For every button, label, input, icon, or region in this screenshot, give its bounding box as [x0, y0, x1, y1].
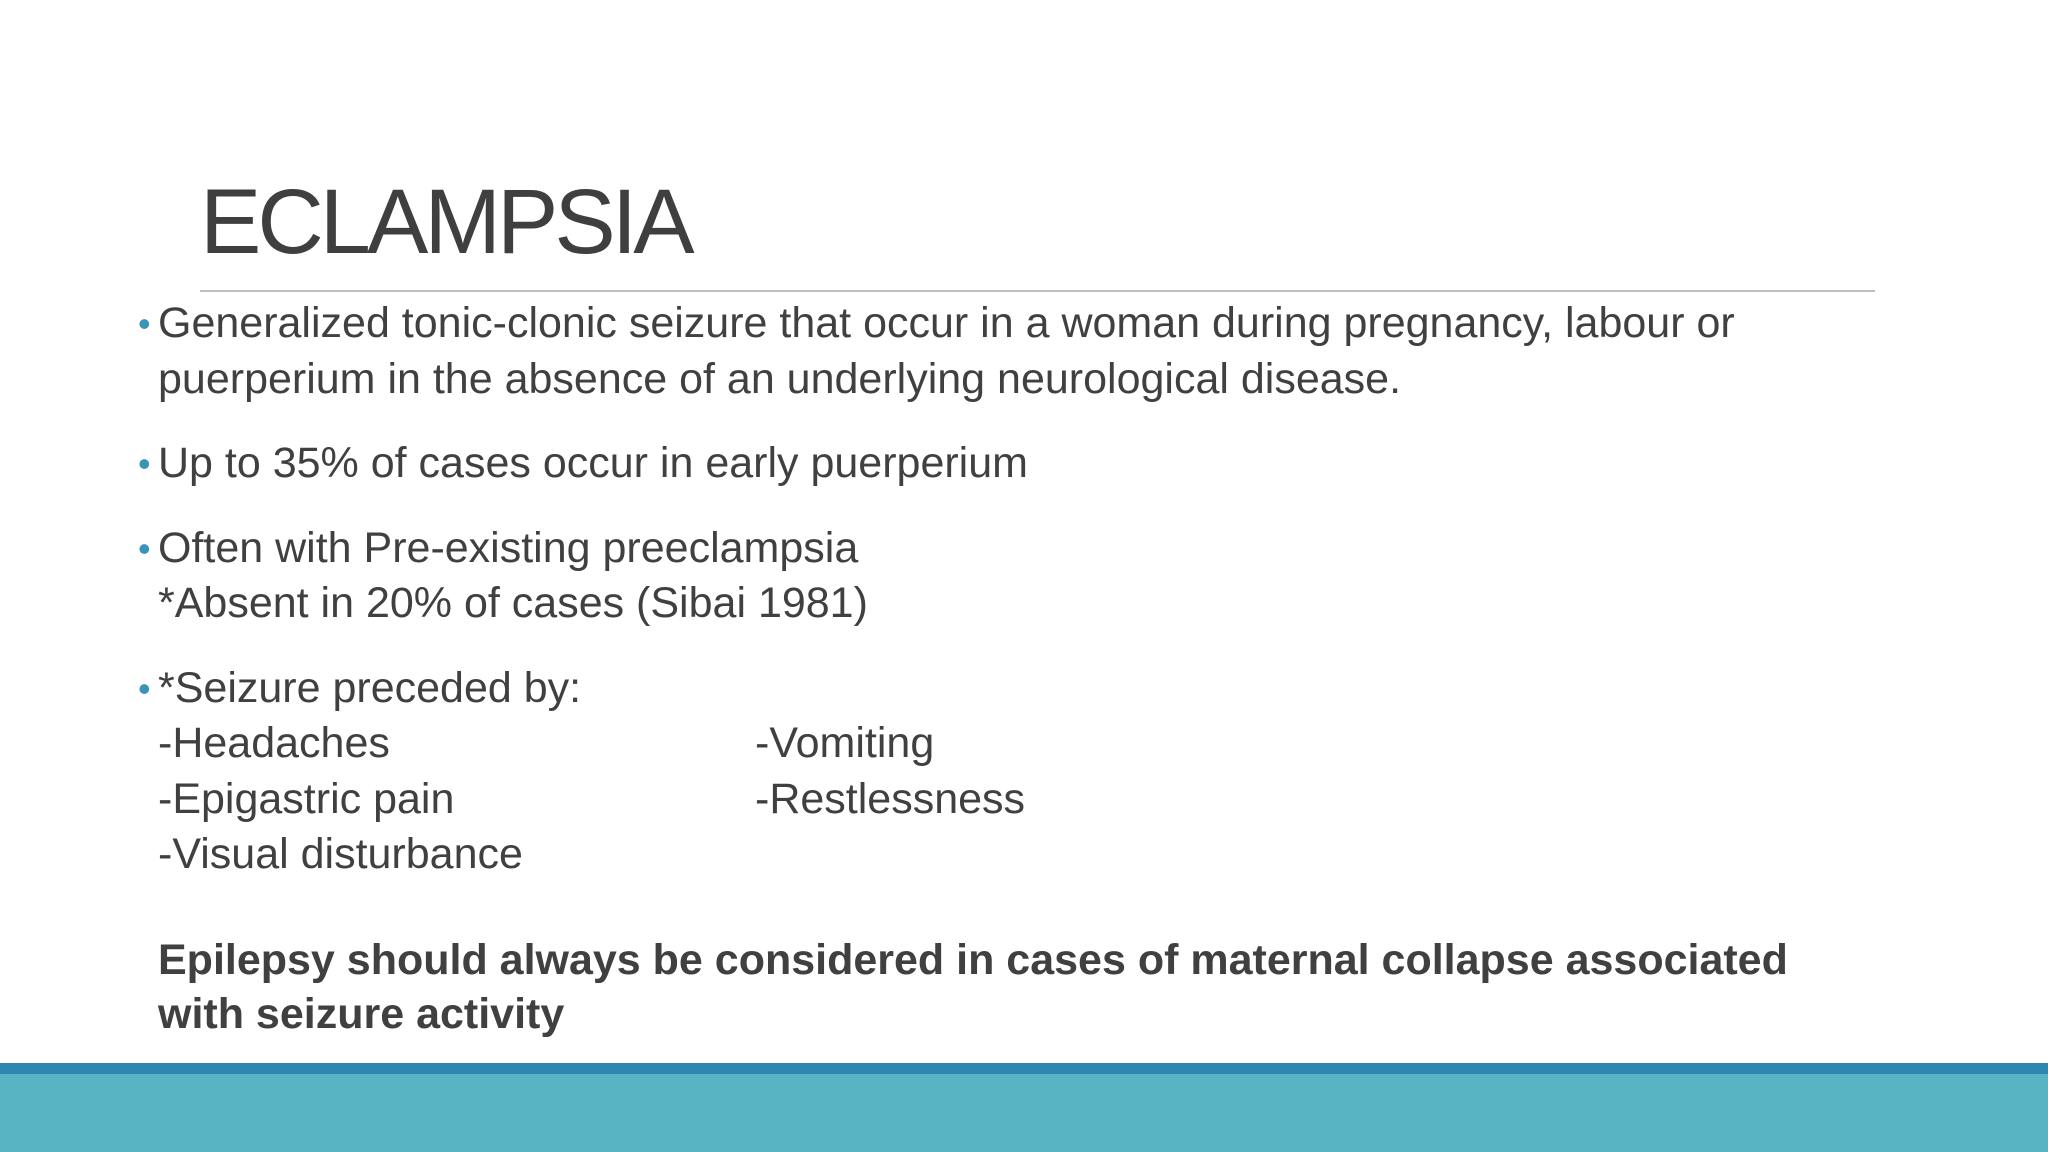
symptom-item: -Headaches	[158, 719, 390, 767]
footer-band-accent	[0, 1063, 2048, 1074]
symptom-item: -Visual disturbance	[158, 830, 523, 878]
bullet-text-line: *Seizure preceded by:	[158, 663, 582, 712]
bullet-item	[138, 436, 1898, 492]
slide-body	[138, 296, 1898, 1041]
symptom-list	[138, 716, 1898, 882]
footer-band	[0, 1074, 2048, 1152]
bullet-text-line: Generalized tonic-clonic seizure that occur in a woman during pregnancy, labour or	[158, 299, 1735, 347]
slide-title: ECLAMPSIA	[200, 171, 691, 273]
note-line: Epilepsy should always be considered in cases of maternal collapse associated	[158, 936, 1788, 984]
bullet-item	[138, 296, 1898, 407]
symptom-item: -Vomiting	[755, 719, 935, 767]
bullet-icon: •	[138, 527, 151, 569]
bullet-text-line: Often with Pre-existing preeclampsia	[158, 523, 859, 572]
symptom-item: -Restlessness	[755, 774, 1026, 823]
title-divider	[200, 290, 1875, 292]
bullet-text-line: puerperium in the absence of an underlying neurological disease.	[158, 354, 1402, 403]
symptom-item: -Epigastric pain	[158, 774, 455, 823]
bullet-icon: •	[138, 443, 151, 484]
bullet-text-line: Up to 35% of cases occur in early puerperium	[158, 439, 1028, 487]
bullet-item	[138, 521, 1898, 632]
note-line: with seizure activity	[158, 990, 565, 1038]
bullet-icon: •	[138, 667, 151, 709]
epilepsy-note	[138, 933, 1878, 1041]
bullet-icon: •	[138, 303, 151, 344]
bullet-text-line: *Absent in 20% of cases (Sibai 1981)	[158, 579, 868, 627]
bullet-item	[138, 661, 1898, 717]
